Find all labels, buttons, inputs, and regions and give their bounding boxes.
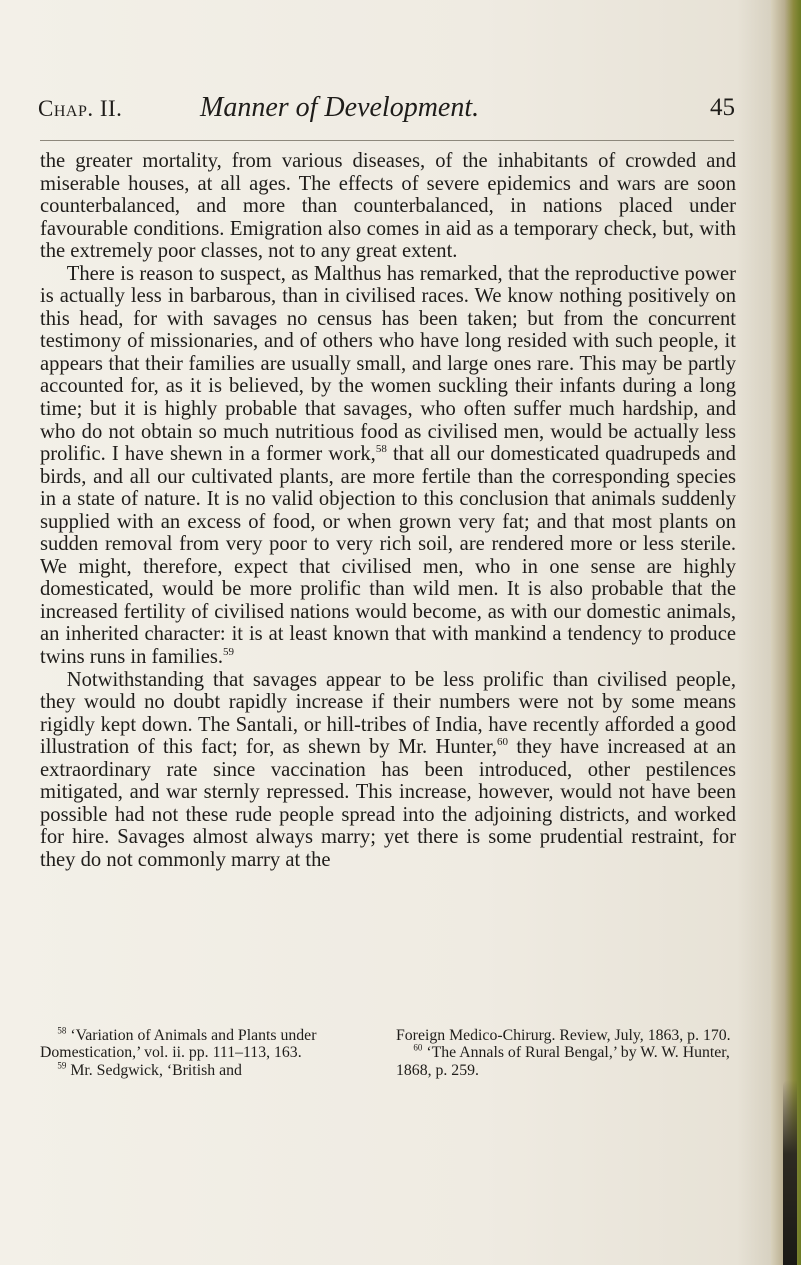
paragraph xyxy=(40,150,736,263)
footnote xyxy=(40,1062,386,1079)
footnote xyxy=(40,1027,386,1062)
footnotes-right-column xyxy=(396,1027,742,1079)
footnote-text: Mr. Sedgwick, ‘British and xyxy=(66,1061,242,1079)
footnotes xyxy=(40,1027,742,1079)
footnote-text: Foreign Medico-Chirurg. Review, July, 1863, p. 170. xyxy=(396,1027,731,1044)
footnote-reference: 58 xyxy=(375,443,387,456)
page-edge-shadow xyxy=(771,0,801,1265)
header-rule xyxy=(40,140,734,141)
footnote xyxy=(396,1027,742,1044)
footnote-reference: 59 xyxy=(223,646,235,659)
paragraph xyxy=(40,263,736,669)
footnote-number: 58 xyxy=(57,1025,67,1036)
chapter-label: Chap. II. xyxy=(38,96,123,121)
paragraph xyxy=(40,669,736,872)
paragraph-text: the greater mortality, from various diseases, of the inhabitants of crowded and miserable houses, at all ages. The effects of severe epidemics and wars are soon counterbalanced, and more than counterbalanced, in nations placed under favourable conditions. Emigration also comes in aid as a temporary check, but, with the extremely poor classes, not to any great extent. xyxy=(40,150,736,263)
paragraph-text: Notwithstanding that savages appear to be less prolific than civilised people, they would no doubt rapidly increase if their numbers were not by some means rigidly kept down. The Santali, or hill-tribes of India, have recently afforded a good illustration of this fact; for, as shewn by Mr. Hunter, xyxy=(40,668,736,759)
footnotes-left-column xyxy=(40,1027,386,1079)
paragraph-text: There is reason to suspect, as Malthus has remarked, that the reproductive power is actually less in barbarous, than in civilised races. We know nothing positively on this head, for with savages no census has been taken; but from the concurrent testimony of missionaries, and of others who have long resided with such people, it appears that their families are usually small, and large ones rare. This may be partly accounted for, as it is believed, by the women suckling their infants during a long time; but it is highly probable that savages, who often suffer much hardship, and who do not obtain so much nutritious food as civilised men, would be actually less prolific. I have shewn in a former work, xyxy=(40,262,736,466)
footnote-text: ‘The Annals of Rural Bengal,’ by W. W. Hunter, 1868, p. 259. xyxy=(396,1044,730,1079)
paragraph-text: that all our domesticated quadrupeds and birds, and all our cultivated plants, are more fertile than the corresponding species in a state of nature. It is no valid objection to this conclusion that animals suddenly supplied with an excess of food, or when grown very fat; and that most plants on sudden removal from very poor to very rich soil, are rendered more or less sterile. We might, therefore, expect that civilised men, who in one sense are highly domesticated, would be more prolific than wild men. It is also probable that the increased fertility of civilised nations would become, as with our domestic animals, an inherited character: it is at least known that with mankind a tendency to produce twins runs in families. xyxy=(40,443,736,669)
page-number: 45 xyxy=(710,94,735,121)
footnote-reference: 60 xyxy=(497,736,509,749)
body-text xyxy=(40,150,736,872)
footnote-text: ‘Variation of Animals and Plants under Domestication,’ vol. ii. pp. 111–113, 163. xyxy=(40,1027,317,1062)
footnote xyxy=(396,1044,742,1079)
footnote-number: 59 xyxy=(57,1060,67,1071)
binding-shadow xyxy=(783,1080,797,1265)
footnote-number: 60 xyxy=(413,1043,423,1054)
paragraph-text: they have increased at an extraordinary rate since vaccination has been introduced, other pestilences mitigated, and war sternly repressed. This increase, however, would not have been possible had not these rude people spread into the adjoining districts, and worked for hire. Savages almost always marry; yet there is some prudential restraint, for they do not commonly marry at the xyxy=(40,736,736,871)
running-title: Manner of Development. xyxy=(200,92,480,123)
running-header xyxy=(38,92,738,128)
